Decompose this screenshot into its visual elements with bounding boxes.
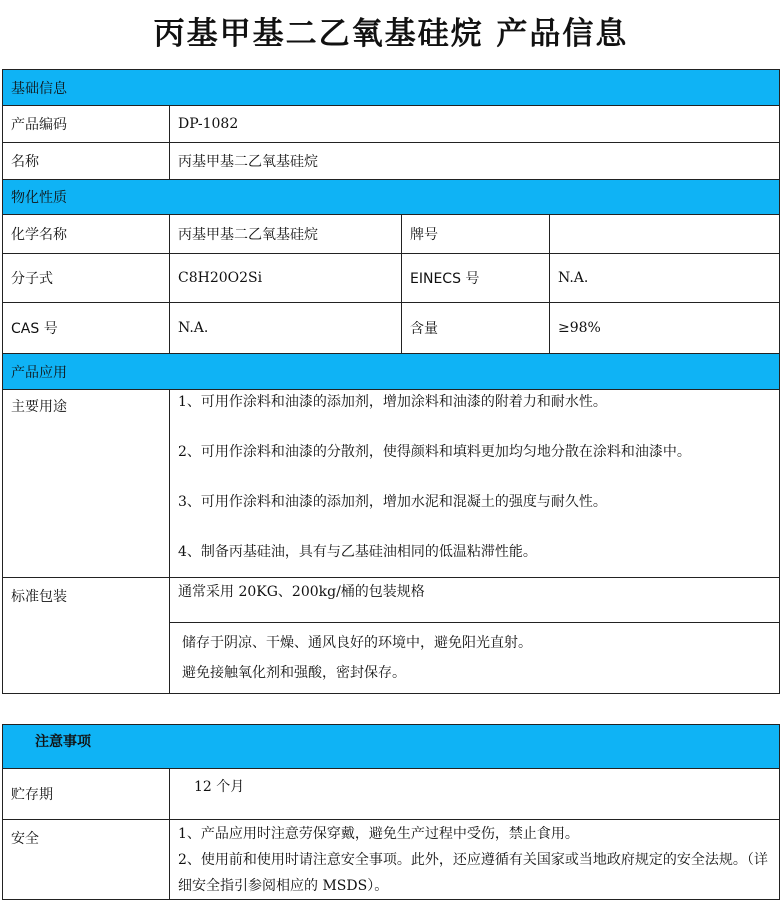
safety-line-1: 1、产品应用时注意劳保穿戴，避免生产过程中受伤，禁止食用。 bbox=[178, 826, 579, 842]
chem-name-value: 丙基甲基二乙氧基硅烷 bbox=[170, 215, 402, 254]
name-label: 名称 bbox=[3, 143, 170, 180]
use-item-1: 1、可用作涂料和油漆的添加剂，增加涂料和油漆的附着力和耐水性。 bbox=[178, 394, 607, 410]
brand-value bbox=[550, 215, 780, 254]
content-value: ≥98% bbox=[550, 303, 780, 354]
safety-line-2: 2、使用前和使用时请注意安全事项。此外，还应遵循有关国家或当地政府规定的安全法规。（详细安全指引参阅相应的 MSDS）。 bbox=[178, 852, 768, 894]
brand-label: 牌号 bbox=[402, 215, 550, 254]
section-header-physchem: 物化性质 bbox=[3, 180, 780, 215]
use-item-2: 2、可用作涂料和油漆的分散剂，使得颜料和填料更加均匀地分散在涂料和油漆中。 bbox=[178, 444, 691, 460]
safety-cell bbox=[170, 820, 780, 900]
chem-name-label: 化学名称 bbox=[3, 215, 170, 254]
cas-label: CAS 号 bbox=[3, 303, 170, 354]
page-title: 丙基甲基二乙氧基硅烷 产品信息 bbox=[153, 16, 629, 52]
formula-label: 分子式 bbox=[3, 254, 170, 303]
storage-line-1: 储存于阴凉、干燥、通风良好的环境中，避免阳光直射。 bbox=[182, 635, 532, 651]
packaging-value: 通常采用 20KG、200kg/桶的包装规格 bbox=[170, 578, 780, 623]
storage-line-2: 避免接触氧化剂和强酸，密封保存。 bbox=[182, 665, 406, 681]
safety-label: 安全 bbox=[3, 820, 170, 900]
content-label: 含量 bbox=[402, 303, 550, 354]
cas-value: N.A. bbox=[170, 303, 402, 354]
uses-label: 主要用途 bbox=[3, 390, 170, 578]
uses-list bbox=[170, 390, 780, 578]
notes-table bbox=[2, 724, 780, 900]
code-value: DP-1082 bbox=[170, 106, 780, 143]
einecs-value: N.A. bbox=[550, 254, 780, 303]
shelf-label: 贮存期 bbox=[3, 769, 170, 820]
product-info-table bbox=[2, 69, 780, 694]
use-item-3: 3、可用作涂料和油漆的添加剂，增加水泥和混凝土的强度与耐久性。 bbox=[178, 494, 607, 510]
section-header-application: 产品应用 bbox=[3, 354, 780, 390]
shelf-value: 12 个月 bbox=[170, 769, 780, 820]
packaging-label: 标准包装 bbox=[3, 578, 170, 694]
storage-cell bbox=[170, 623, 780, 694]
section-header-notes: 注意事项 bbox=[3, 725, 780, 769]
formula-value: C8H20O2Si bbox=[170, 254, 402, 303]
name-value: 丙基甲基二乙氧基硅烷 bbox=[170, 143, 780, 180]
section-header-basic: 基础信息 bbox=[3, 70, 780, 106]
use-item-4: 4、制备丙基硅油，具有与乙基硅油相同的低温粘滞性能。 bbox=[178, 544, 537, 560]
code-label: 产品编码 bbox=[3, 106, 170, 143]
einecs-label: EINECS 号 bbox=[402, 254, 550, 303]
